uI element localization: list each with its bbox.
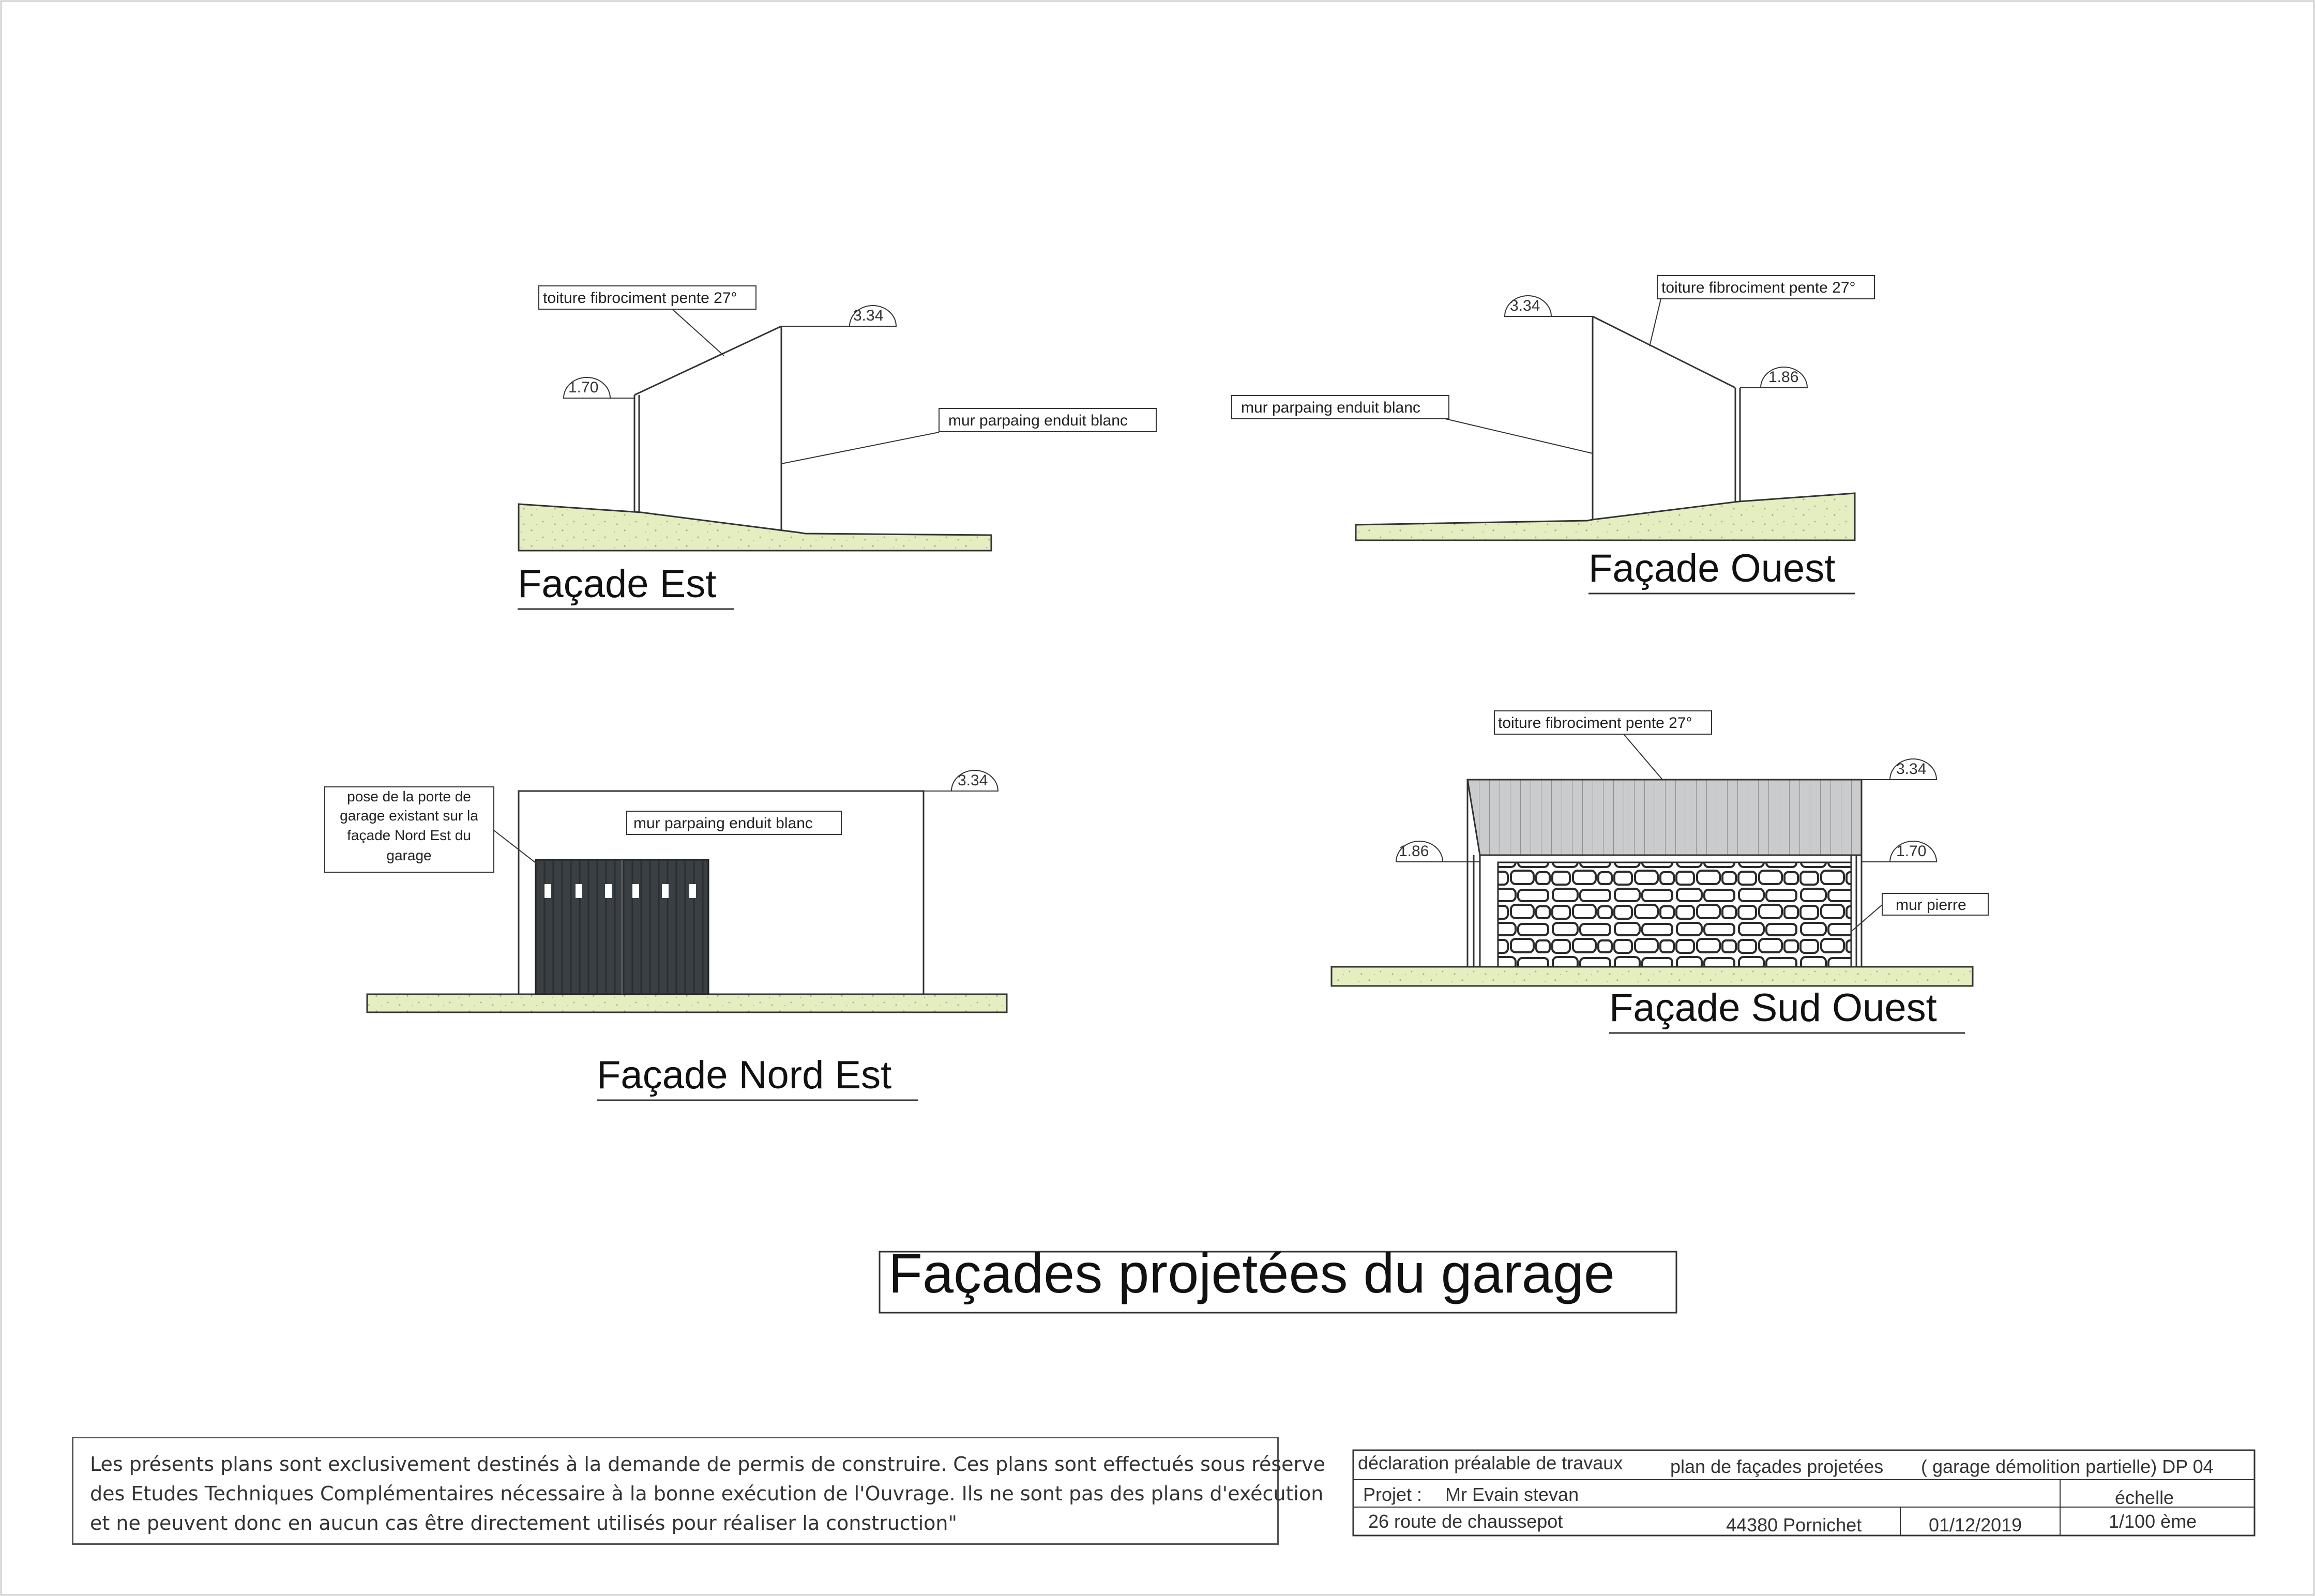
tb-date: 01/12/2019: [1929, 1514, 2022, 1536]
ground-ouest: [1356, 493, 1855, 540]
level-low-est: 1.70: [568, 379, 599, 396]
title-ouest: Façade Ouest: [1588, 546, 1836, 590]
door-note-line-2: garage existant sur la: [340, 808, 478, 824]
facade-nord-est: [325, 770, 1007, 1100]
ground-est: [519, 504, 991, 551]
wall-label-sud-ouest: mur pierre: [1896, 896, 1966, 914]
level-high-ouest: 3.34: [1510, 297, 1540, 314]
title-sud-ouest: Façade Sud Ouest: [1609, 986, 1937, 1030]
disclaimer-line-2: des Etudes Techniques Complémentaires nécessaire à la bonne exécution de l'Ouvrage. Ils ne sont pas des plans d'exécution: [90, 1482, 1324, 1505]
disclaimer-line-1: Les présents plans sont exclusivement destinés à la demande de permis de construire. Ces plans sont effectués sous réserve: [90, 1453, 1326, 1476]
facade-ouest: [1232, 276, 1874, 594]
roof-sud-ouest: [1467, 780, 1862, 855]
level-high-sud-ouest: 3.34: [1896, 761, 1927, 778]
title-nord-est: Façade Nord Est: [597, 1053, 892, 1097]
level-left-sud-ouest: 1.86: [1399, 843, 1429, 860]
tb-plan: plan de façades projetées: [1670, 1456, 1884, 1477]
disclaimer-box: [72, 1437, 1326, 1545]
level-high-nord-est: 3.34: [958, 772, 988, 789]
tb-client: Mr Evain stevan: [1445, 1484, 1579, 1505]
tb-city: 44380 Pornichet: [1726, 1514, 1862, 1536]
door-note-line-1: pose de la porte de: [347, 788, 471, 804]
level-right-sud-ouest: 1.70: [1896, 843, 1927, 860]
page-title: Façades projetées du garage: [888, 1242, 1615, 1304]
wall-label-ouest: mur parpaing enduit blanc: [1241, 399, 1420, 416]
door-note-line-4: garage: [386, 847, 432, 863]
level-low-ouest: 1.86: [1768, 369, 1799, 386]
tb-scope: ( garage démolition partielle) DP 04: [1921, 1456, 2214, 1477]
ground-nord-est: [367, 994, 1007, 1012]
facade-est: [518, 286, 1156, 609]
roof-line-ouest: [1593, 316, 1735, 388]
tb-scale: 1/100 ème: [2109, 1511, 2197, 1532]
roof-line-est: [634, 326, 781, 395]
tb-echelle-label: échelle: [2115, 1487, 2174, 1508]
wall-label-nord-est: mur parpaing enduit blanc: [633, 815, 813, 832]
title-est: Façade Est: [518, 562, 717, 606]
wall-label-est: mur parpaing enduit blanc: [948, 412, 1128, 429]
tb-address: 26 route de chaussepot: [1368, 1511, 1563, 1532]
roof-label-sud-ouest: toiture fibrociment pente 27°: [1498, 715, 1692, 732]
title-block: [1353, 1450, 2255, 1536]
tb-projet-label: Projet :: [1363, 1484, 1423, 1505]
roof-label-ouest: toiture fibrociment pente 27°: [1661, 279, 1856, 296]
stone-wall: [1498, 862, 1851, 967]
ground-sud-ouest: [1331, 967, 1973, 986]
tb-declaration: déclaration préalable de travaux: [1358, 1452, 1623, 1473]
disclaimer-line-3: et ne peuvent donc en aucun cas être directement utilisés pour réaliser la construction": [90, 1512, 957, 1534]
roof-label-est: toiture fibrociment pente 27°: [543, 290, 737, 307]
level-high-est: 3.34: [853, 307, 884, 324]
door-note-line-3: façade Nord Est du: [347, 827, 471, 843]
facade-sud-ouest: [1331, 711, 1988, 1033]
garage-door: [536, 860, 708, 994]
